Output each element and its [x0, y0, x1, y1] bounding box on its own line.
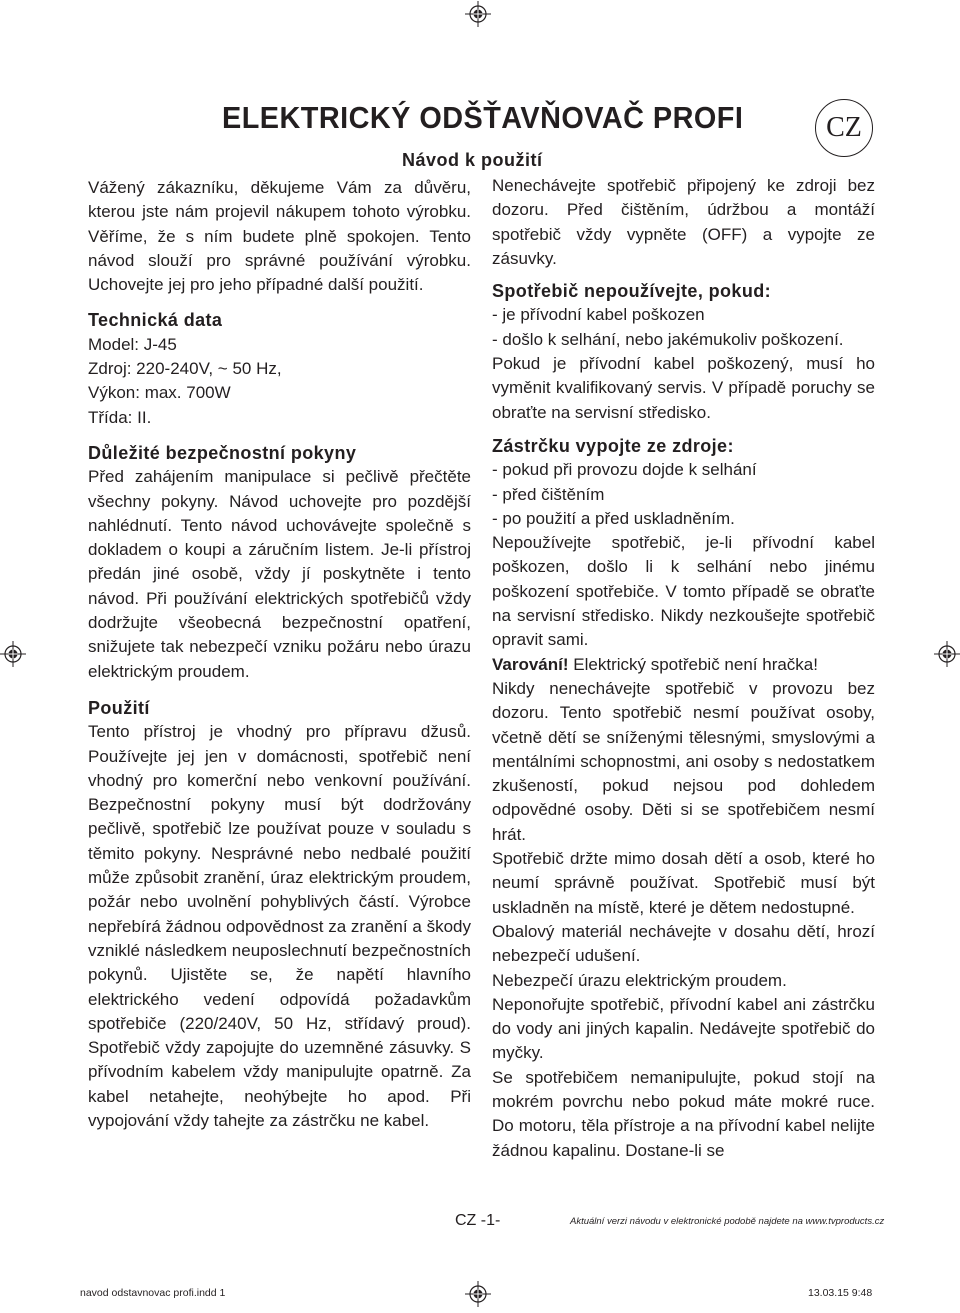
use-heading: Použití	[88, 697, 150, 718]
right-column	[492, 174, 875, 1163]
dont-use-heading: Spotřebič nepoužívejte, pokud:	[492, 281, 772, 302]
language-badge: CZ	[815, 99, 873, 157]
list-item: - došlo k selhání, nebo jakémukoliv poškození.	[492, 329, 844, 349]
spec-model: Model: J-45	[88, 334, 177, 354]
use-paragraph: Tento přístroj je vhodný pro přípravu džusů. Používejte jej jen v domácnosti, spotřebič není vhodný pro komerční nebo venkovní používání. Bezpečnostní pokyny musí být dodržovány pečlivě, spotřebič lze používat pouze v souladu s těmito pokyny. Nesprávné nebo nedbalé použití může způsobit zranění, úraz elektrickým proudem, požár nebo uvolnění pohyblivých částí. Výrobce nepřebírá žádnou odpovědnost za zranění a škody vzniklé následkem neuposlechnutí bezpečnostních pokynů. Ujistěte se, že napětí hlavního elektrického vedení odpovídá požadavkům spotřebiče (220/240V, 50 Hz, střídavý proud). Spotřebič vždy zapojujte do uzemněné zásuvky. S přívodním kabelem vždy manipulujte opatrně. Za kabel netahejte, neohýbejte ho apod. Při vypojování vždy tahejte za zástrčku ne kabel.	[88, 722, 471, 1130]
keep-away-paragraph: Spotřebič držte mimo dosah dětí a osob, které ho neumí správně používat. Spotřebič musí být uskladněn na místě, které je dětem nedostupné.	[492, 849, 875, 917]
children-paragraph: Nikdy nenechávejte spotřebič v provozu bez dozoru. Tento spotřebič nesmí používat osoby, včetně dětí se sníženými tělesnými, smyslovými a mentálními schopnostmi, ani osoby s nedostatkem zkušeností, pokud nejsou pod dohledem odpovědné osoby. Děti si se spotřebičem nesmí hrát.	[492, 678, 875, 844]
left-column	[88, 176, 471, 1133]
supervision-paragraph: Nenechávejte spotřebič připojený ke zdroji bez dozoru. Před čištěním, údržbou a montáží spotřebič vždy vypněte (OFF) a vypojte ze zásuvky.	[492, 176, 875, 268]
print-slug-date: 13.03.15 9:48	[808, 1287, 873, 1299]
safety-paragraph: Před zahájením manipulace si pečlivě přečtěte všechny pokyny. Návod uchovejte pro pozdější nahlédnutí. Tento návod uchovávejte společně s dokladem o koupi a záručním listem. Je-li přístroj předán jiné osobě, vždy jí poskytněte i tento návod. Při používání elektrických spotřebičů vždy dodržujte všeobecná bezpečnostní opatření, snižujete tak nebezpečí vzniku požáru nebo úrazu elektrickým proudem.	[88, 467, 471, 681]
shock-paragraph: Nebezpečí úrazu elektrickým proudem.	[492, 970, 787, 990]
unplug-heading: Zástrčku vypojte ze zdroje:	[492, 435, 734, 456]
page-subtitle: Návod k použití	[402, 150, 543, 170]
registration-mark-icon	[465, 1, 491, 27]
list-item: - po použití a před uskladněním.	[492, 508, 735, 528]
cable-damage-paragraph: Pokud je přívodní kabel poškozený, musí ho vyměnit kvalifikovaný servis. V případě poruchy se obraťte na servisní středisko.	[492, 354, 875, 422]
warning-label: Varování!	[492, 654, 569, 674]
tech-data-heading: Technická data	[88, 310, 223, 331]
wet-surface-paragraph: Se spotřebičem nemanipulujte, pokud stojí na mokrém povrchu nebo pokud máte mokré ruce. Do motoru, těla přístroje a na přívodní kabel nelijte žádnou kapalinu. Dostane-li se	[492, 1067, 875, 1160]
tech-data-list	[88, 333, 471, 430]
list-item: - je přívodní kabel poškozen	[492, 305, 705, 325]
warning-text: Elektrický spotřebič není hračka!	[568, 654, 818, 674]
page-number: CZ -1-	[455, 1212, 501, 1229]
spec-class: Třída: II.	[88, 407, 152, 427]
list-item: - pokud při provozu dojde k selhání	[492, 460, 757, 480]
packaging-paragraph: Obalový materiál nechávejte v dosahu dětí, hrozí nebezpečí udušení.	[492, 921, 875, 966]
repair-paragraph: Nepoužívejte spotřebič, je-li přívodní kabel poškozen, došlo li k selhání nebo jinému poškození spotřebiče. V tomto případě se obraťte na servisní středisko. Nikdy nezkoušejte spotřebič opravit sami.	[492, 533, 875, 650]
warning-line	[492, 653, 875, 677]
spec-power-source: Zdroj: 220-240V, ~ 50 Hz,	[88, 359, 282, 379]
registration-mark-icon	[934, 641, 960, 667]
spec-output: Výkon: max. 700W	[88, 383, 231, 403]
immerse-paragraph: Neponořujte spotřebič, přívodní kabel ani zástrčku do vody ani jiných kapalin. Nedávejte spotřebič do myčky.	[492, 994, 875, 1063]
intro-paragraph: Vážený zákazníku, děkujeme Vám za důvěru, kterou jste nám projevil nákupem tohoto výrobku. Věříme, že s ním budete plně spokojen. Tento návod slouží pro správné používání výrobku. Uchovejte jej pro jeho případné další použití.	[88, 178, 471, 295]
page-title: ELEKTRICKÝ ODŠŤAVŇOVAČ PROFI	[222, 100, 744, 135]
registration-mark-icon	[465, 1281, 491, 1307]
registration-mark-icon	[0, 641, 26, 667]
list-item: - před čištěním	[492, 484, 605, 504]
safety-heading: Důležité bezpečnostní pokyny	[88, 442, 357, 463]
print-slug-file: navod odstavnovac profi.indd 1	[80, 1287, 226, 1299]
website-note: Aktuální verzi návodu v elektronické podobě najdete na www.tvproducts.cz	[570, 1216, 885, 1227]
